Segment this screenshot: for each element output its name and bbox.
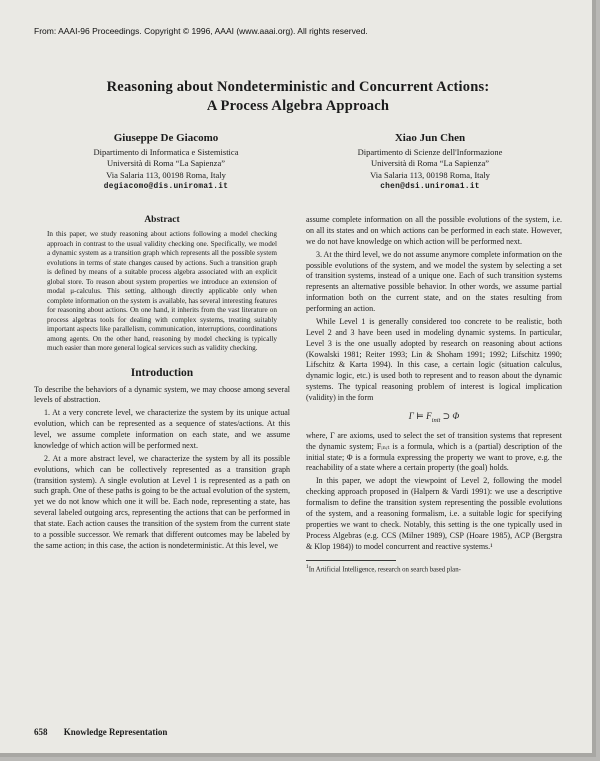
author-name: Giuseppe De Giacomo xyxy=(113,131,219,144)
left-column xyxy=(34,215,290,575)
right-column xyxy=(306,215,562,575)
paper-title-line2: A Process Algebra Approach xyxy=(206,97,390,114)
paragraph: assume complete information on all the possible evolutions of the system, i.e. on all its states and on which actions can be performed in each state. However, we do not have knowledge on which action will be performed next. xyxy=(306,215,562,246)
author-block-de-giacomo xyxy=(45,132,288,191)
footnote xyxy=(306,564,562,575)
page-number: 658 xyxy=(34,727,48,737)
author-affiliation-line: Via Salaria 113, 00198 Roma, Italy xyxy=(106,169,226,180)
body-columns xyxy=(34,215,562,575)
author-affiliation-line: Dipartimento di Informatica e Sistemistica xyxy=(93,146,239,157)
footer-section-title: Knowledge Representation xyxy=(63,727,168,737)
paragraph: 3. At the third level, we do not assume anymore complete information on the possible evolutions of the system, and we model the system by selecting a set of transition systems, instead of a unique one. Each of such transition systems represents an alternative possible behavior. In other words, we assume partial information both on the current state, and on the states resulting from performing an action. xyxy=(306,249,562,314)
formula-text: ⊃ Φ xyxy=(440,410,460,421)
paragraph: where, Γ are axioms, used to select the set of transition systems that represent the dynamic system; Fᵢₙᵢₜ is a formula, which is a (partial) description of the initial state; Φ is a formula expressing the property we want to prove, e.g. the reachability of a state where a certain property (the goal) holds. xyxy=(306,430,562,473)
paragraph: 1. At a very concrete level, we characterize the system by its unique actual evolution, which can be represented as a sequence of states/actions. At this level, we assume complete information on each state, and we assume knowledge of which action will be performed next. xyxy=(34,408,290,450)
paragraph: In this paper, we adopt the viewpoint of Level 2, following the model checking approach proposed in (Halpern & Vardi 1991): we use a descriptive formalism to define the transition system representing the possible evolutions of the system, and a reasoning formalism, i.e. a suitable logic for specifying properties we want to check. Notably, this setting is the one typically used in Process Algebras (e.g. CCS (Milner 1989), CSP (Hoare 1985), ACP (Bergstra & Klop 1984)) to model concurrent and reactive systems.¹ xyxy=(306,476,562,551)
paragraph: While Level 1 is generally considered too concrete to be realistic, both Level 2 and 3 have been used in modeling dynamic systems. In particular, Level 3 is the one usually adopted by research on reasoning about actions (Kowalski 1981; Reiter 1993; Lin & Shoham 1991; 1992; Lifschitz 1990; Lifschitz & Karta 1994). In this case, a certain logic (situation calculus, dynamic logic, etc.) is used both to represent and to reason about the dynamic systems. The typical reasoning problem of interest is logical implication (validity) in the form xyxy=(306,316,562,403)
formula-text: Γ ⊨ F xyxy=(408,410,432,421)
author-affiliation-line: Dipartimento di Scienze dell'Informazione xyxy=(357,146,503,157)
paper-title xyxy=(34,78,562,116)
abstract-heading: Abstract xyxy=(144,215,180,226)
author-block-chen xyxy=(309,132,552,191)
footnote-marker: 1 xyxy=(306,564,309,571)
author-affiliation-line: Università di Roma “La Sapienza” xyxy=(106,158,225,169)
paper-title-line1: Reasoning about Nondeterministic and Concurrent Actions: xyxy=(106,79,490,95)
footnote-rule xyxy=(306,560,396,561)
copyright-notice: From: AAAI-96 Proceedings. Copyright © 1996, AAAI (www.aaai.org). All rights reserved. xyxy=(34,26,368,36)
paragraph: 2. At a more abstract level, we characterize the system by all its possible evolutions, which can be collectively represented as a transition graph (transition system). A single evolution at Level 1 is represented as a path on such graph. One of these paths is going to be the actual evolution of the system, yet we do not know which one it will be. Each node, representing a state, has several labeled outgoing arcs, representing the actions that can be performed in that state. Each action causes the transition of the system from the current state to a possible successor. We remark that different outcomes may be labeled by the same action; in this case, the action is nondeterministic. At this level, we xyxy=(34,453,290,550)
author-affiliation-line: Via Salaria 113, 00198 Roma, Italy xyxy=(370,169,490,180)
author-affiliation-line: Università di Roma “La Sapienza” xyxy=(370,158,489,169)
logical-implication-formula xyxy=(306,411,562,424)
paragraph: To describe the behaviors of a dynamic system, we may choose among several levels of abstraction. xyxy=(34,384,290,405)
footnote-text: In Artificial Intelligence, research on search based plan- xyxy=(308,566,461,574)
abstract-text: In this paper, we study reasoning about actions following a model checking approach in contrast to the usual validity checking one. Specifically, we model a dynamic system as a transition graph which represents all the possible system evolutions in terms of state changes caused by actions. Such a transition graph is defined by means of a suitable process algebra associated with an explicit global store. To reason about system properties we introduce an extension of modal μ-calculus. This setting, although directly applicable only when complete information on the system is available, has several interesting features for reasoning about actions. On one hand, it inherits from the vast literature on process algebras tools for dealing with complex systems, treating suitably important aspects like parallelism, communication, interruptions, coordinations among agents. On the other hand, reasoning by model checking is typically much easier than more general logical services such as validity checking. xyxy=(47,230,277,353)
formula-subscript: init xyxy=(431,416,441,424)
author-email: chen@dsi.uniroma1.it xyxy=(380,183,480,192)
page-footer xyxy=(34,727,167,737)
author-email: degiacomo@dis.uniroma1.it xyxy=(103,183,229,192)
authors-row xyxy=(34,132,562,191)
introduction-heading: Introduction xyxy=(130,366,194,379)
author-name: Xiao Jun Chen xyxy=(394,131,466,144)
